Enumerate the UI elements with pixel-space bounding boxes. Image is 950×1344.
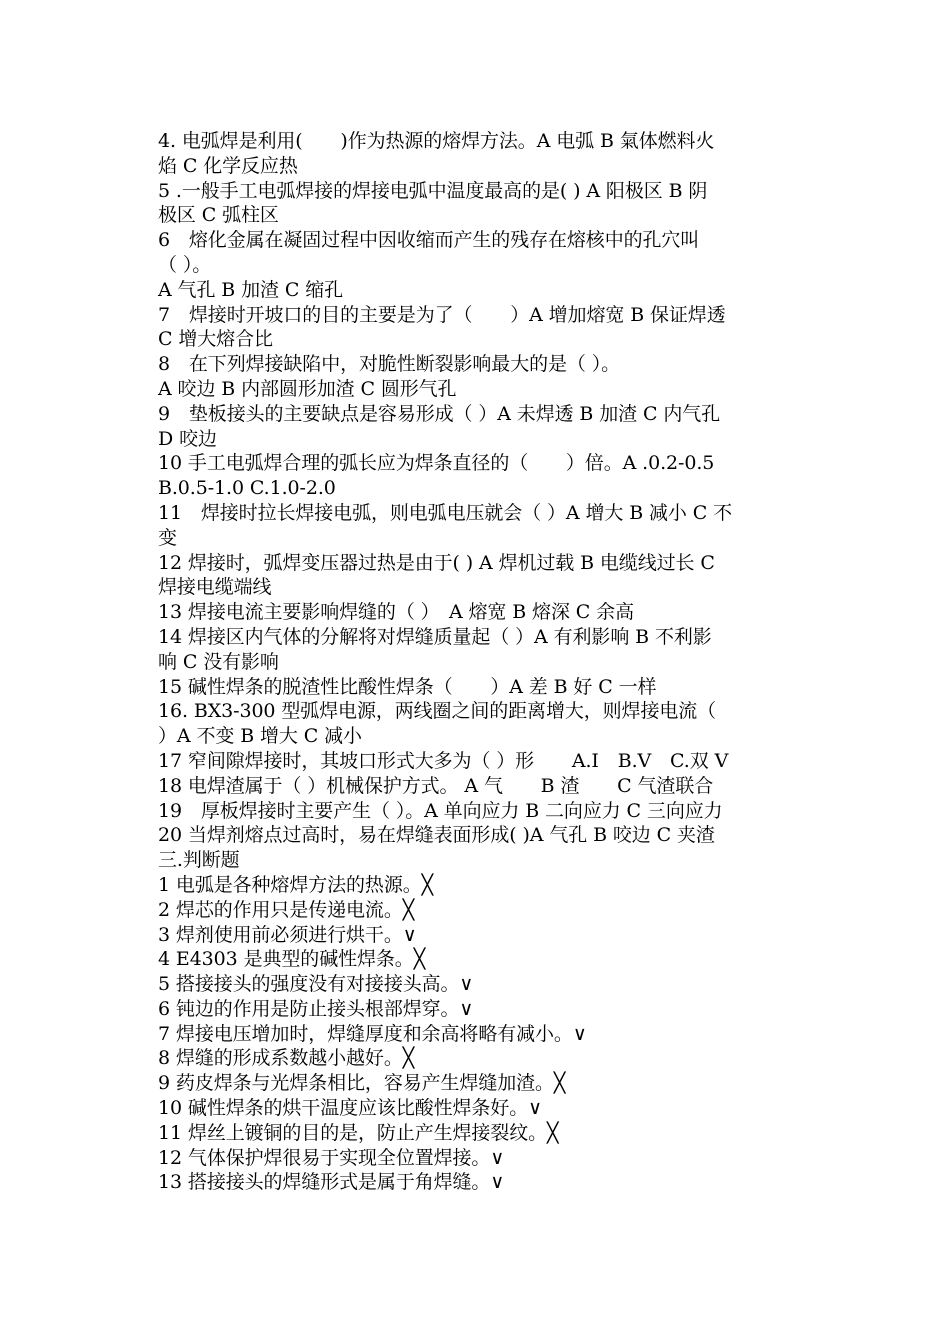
text-line: 焰 C 化学反应热	[158, 154, 298, 177]
text-line: 4 E4303 是典型的碱性焊条。╳	[158, 948, 426, 971]
text-line: 17 窄间隙焊接时，其坡口形式大多为（ ）形 A.I B.V C.双 V	[158, 749, 729, 772]
text-line: 3 焊剂使用前必须进行烘干。∨	[158, 923, 417, 946]
text-line: 10 手工电弧焊合理的弧长应为焊条直径的（ ）倍。A .0.2-0.5	[158, 452, 715, 475]
text-line: 4. 电弧焊是利用( )作为热源的熔焊方法。A 电弧 B 氣体燃料火	[158, 130, 715, 152]
text-line: 7 焊接时开坡口的目的主要是为了（ ）A 增加熔宽 B 保证焊透	[158, 303, 726, 326]
text-line: 9 垫板接头的主要缺点是容易形成（ ）A 未焊透 B 加渣 C 内气孔	[158, 402, 721, 425]
text-line: 6 钝边的作用是防止接头根部焊穿。∨	[158, 997, 474, 1020]
text-line: 14 焊接区内气体的分解将对焊缝质量起（ ）A 有利影响 B 不利影	[158, 625, 712, 648]
text-line: B.0.5-1.0 C.1.0-2.0	[158, 477, 336, 500]
text-line: 1 电弧是各种熔焊方法的热源。╳	[158, 873, 433, 896]
text-line: 6 熔化金属在凝固过程中因收缩而产生的残存在熔核中的孔穴叫	[158, 229, 700, 252]
text-line: 响 C 没有影响	[158, 650, 279, 673]
text-line: D 咬边	[158, 427, 217, 450]
text-line: 10 碱性焊条的烘干温度应该比酸性焊条好。∨	[158, 1097, 542, 1120]
text-line: ）A 不变 B 增大 C 减小	[158, 725, 362, 748]
text-line: 19 厚板焊接时主要产生（ ）。A 单向应力 B 二向应力 C 三向应力	[158, 799, 723, 822]
text-line: （ ）。	[158, 253, 212, 276]
section-heading: 三.判断题	[158, 849, 240, 872]
text-line: 8 焊缝的形成系数越小越好。╳	[158, 1047, 415, 1070]
text-line: 11 焊丝上镀铜的目的是，防止产生焊接裂纹。╳	[158, 1121, 559, 1144]
text-line: 9 药皮焊条与光焊条相比，容易产生焊缝加渣。╳	[158, 1072, 566, 1095]
text-line: A 咬边 B 内部圆形加渣 C 圆形气孔	[158, 377, 457, 400]
text-line: 18 电焊渣属于（ ）机械保护方式。 A 气 B 渣 C 气渣联合	[158, 774, 714, 797]
text-line: 13 搭接接头的焊缝形式是属于角焊缝。∨	[158, 1171, 505, 1194]
text-line: 16. BX3-300 型弧焊电源，两线圈之间的距离增大，则焊接电流（	[158, 700, 717, 723]
text-line: 2 焊芯的作用只是传递电流。╳	[158, 898, 415, 921]
text-line: C 增大熔合比	[158, 328, 273, 351]
text-line: 20 当焊剂熔点过高时，易在焊缝表面形成( )A 气孔 B 咬边 C 夹渣	[158, 824, 715, 847]
document-body	[158, 129, 798, 1195]
text-line: 5 .一般手工电弧焊接的焊接电弧中温度最高的是( ) A 阳极区 B 阴	[158, 179, 708, 202]
text-line: 8 在下列焊接缺陷中，对脆性断裂影响最大的是（ ）。	[158, 353, 621, 376]
text-line: 7 焊接电压增加时，焊缝厚度和余高将略有减小。∨	[158, 1022, 587, 1045]
text-line: 12 焊接时，弧焊变压器过热是由于( ) A 焊机过载 B 电缆线过长 C	[158, 551, 715, 574]
text-line: 极区 C 弧柱区	[158, 204, 279, 227]
text-line: 变	[158, 526, 177, 549]
text-line: A 气孔 B 加渣 C 缩孔	[158, 278, 344, 301]
text-line: 11 焊接时拉长焊接电弧，则电弧电压就会（ ）A 增大 B 减小 C 不	[158, 501, 733, 524]
text-line: 12 气体保护焊很易于实现全位置焊接。∨	[158, 1146, 505, 1169]
text-line: 13 焊接电流主要影响焊缝的（ ） A 熔宽 B 熔深 C 余高	[158, 601, 634, 624]
text-line: 5 搭接接头的强度没有对接接头高。∨	[158, 973, 474, 996]
text-line: 15 碱性焊条的脱渣性比酸性焊条（ ）A 差 B 好 C 一样	[158, 675, 657, 698]
text-line: 焊接电缆端线	[158, 576, 272, 599]
